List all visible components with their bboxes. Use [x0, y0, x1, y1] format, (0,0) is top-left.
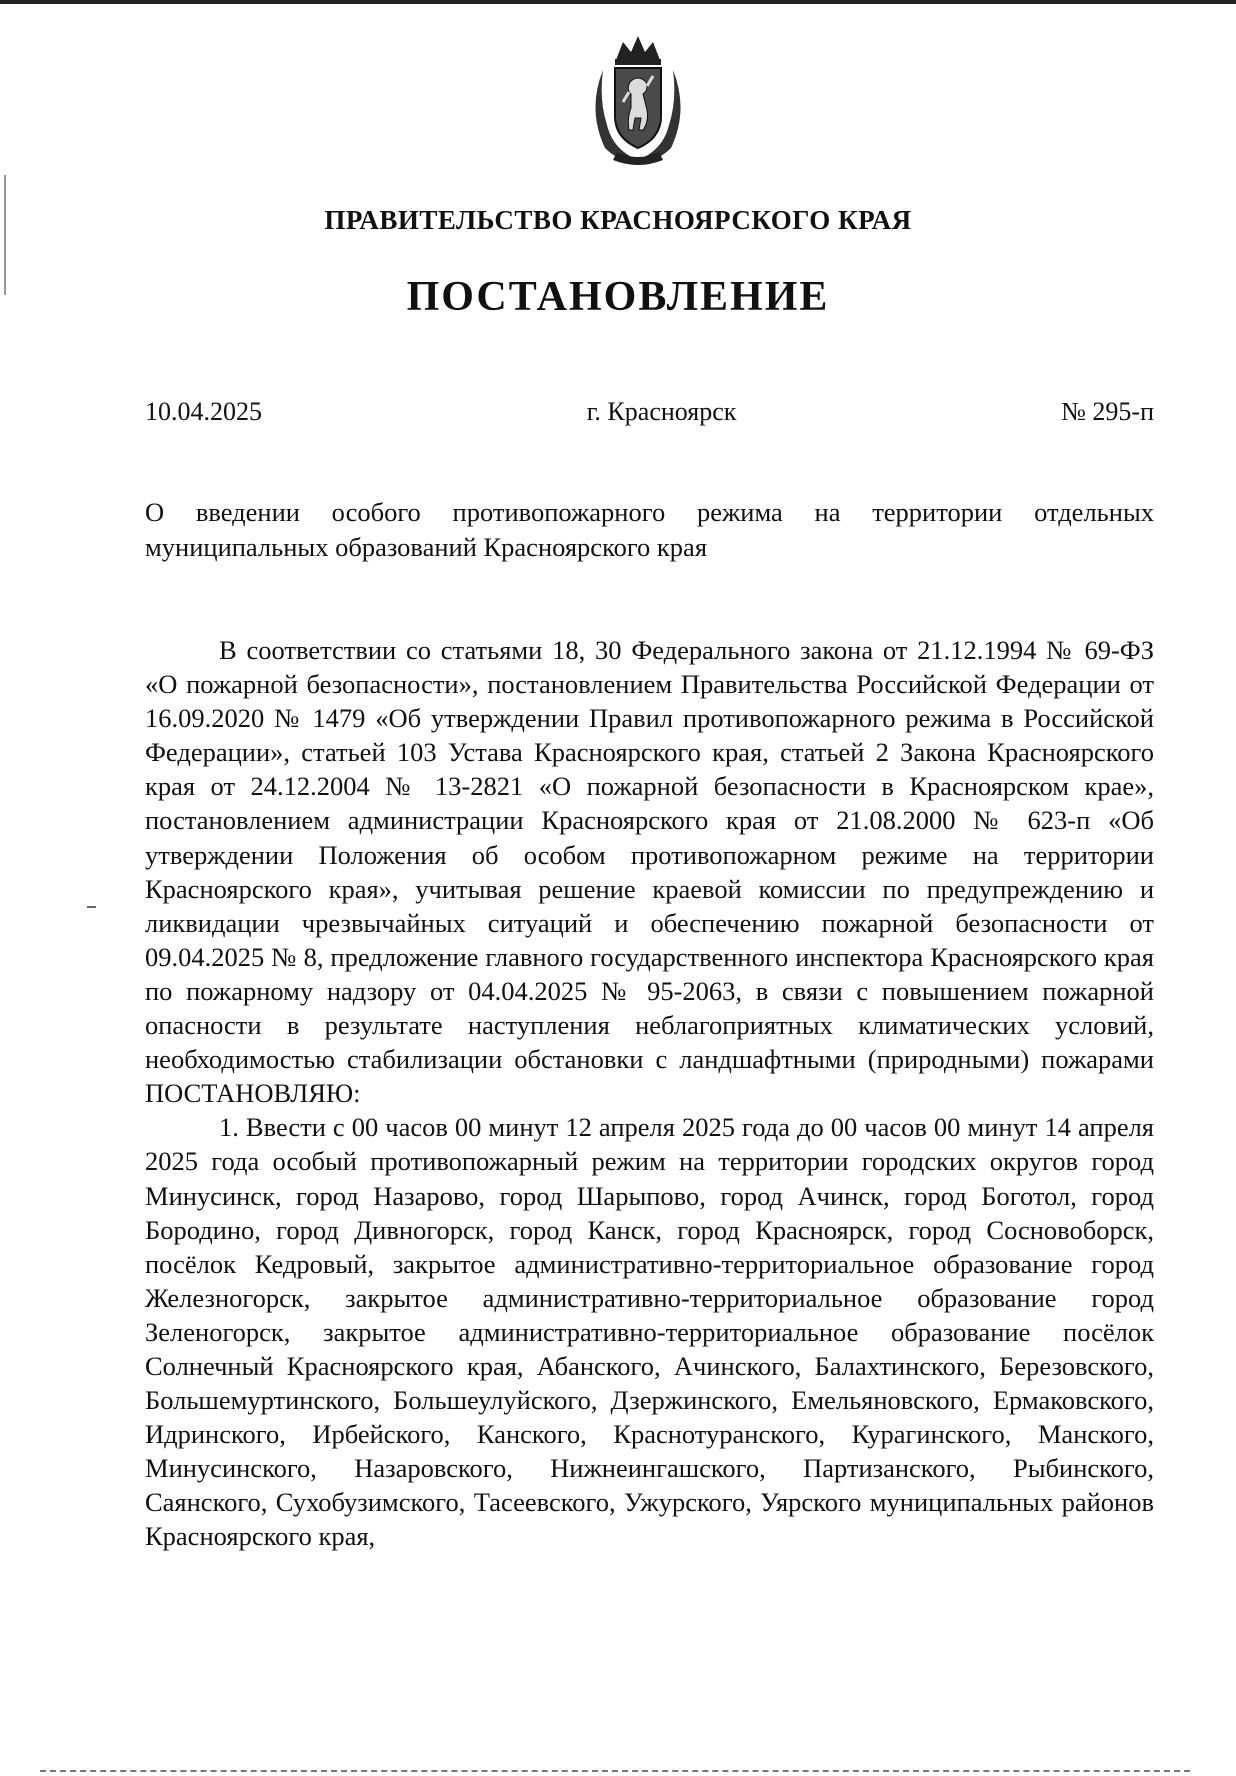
document-place: г. Красноярск [586, 397, 737, 426]
coat-of-arms-icon [583, 30, 693, 170]
scan-speck [87, 906, 96, 908]
document-date: 10.04.2025 [145, 397, 262, 426]
issuing-authority: ПРАВИТЕЛЬСТВО КРАСНОЯРСКОГО КРАЯ [324, 205, 912, 235]
document-body [145, 633, 1154, 1554]
scan-bottom-edge [40, 1770, 1190, 1772]
document-number: № 295-п [1061, 397, 1154, 426]
document-meta-row [145, 395, 1154, 429]
scan-top-edge [0, 0, 1236, 4]
document-type-title: ПОСТАНОВЛЕНИЕ [406, 274, 830, 320]
clause-1-paragraph: 1. Ввести с 00 часов 00 минут 12 апреля 2025 года до 00 часов 00 минут 14 апреля 2025 года особый противопожарный режим на территории городских округов город Минусинск, город Назарово, город Шарыпово, город Ачинск, город Боготол, город Бородино, город Дивногорск, город Канск, город Красноярск, город Сосновоборск, посёлок Кедровый, закрытое административно-территориальное образование город Железногорск, закрытое административно-территориальное образование город Зеленогорск, закрытое административно-территориальное образование посёлок Солнечный Красноярского края, Абанского, Ачинского, Балахтинского, Березовского, Большемуртинского, Большеулуйского, Дзержинского, Емельяновского, Ермаковского, Идринского, Ирбейского, Канского, Краснотуранского, Курагинского, Манского, Минусинского, Назаровского, Нижнеингашского, Партизанского, Рыбинского, Саянского, Сухобузимского, Тасеевского, Ужурского, Уярского муниципальных районов Красноярского края, [145, 1112, 1154, 1552]
document-subject: О введении особого противопожарного режима на территории отдельных муниципальных образований Красноярского края [145, 497, 1154, 562]
preamble-paragraph: В соответствии со статьями 18, 30 Федерального закона от 21.12.1994 № 69-ФЗ «О пожарной безопасности», постановлением Правительства Российской Федерации от 16.09.2020 № 1479 «Об утверждении Правил противопожарного режима в Российской Федерации», статьей 103 Устава Красноярского края, статьей 2 Закона Красноярского края от 24.12.2004 № 13-2821 «О пожарной безопасности в Красноярском крае», постановлением администрации Красноярского края от 21.08.2000 № 623-п «Об утверждении Положения об особом противопожарном режиме на территории Красноярского края», учитывая решение краевой комиссии по предупреждению и ликвидации чрезвычайных ситуаций и обеспечению пожарной безопасности от 09.04.2025 № 8, предложение главного государственного инспектора Красноярского края по пожарному надзору от 04.04.2025 № 95-2063, в связи с повышением пожарной опасности в результате наступления неблагоприятных климатических условий, необходимостью стабилизации обстановки с ландшафтными (природными) пожарами ПОСТАНОВЛЯЮ: [145, 635, 1154, 1109]
